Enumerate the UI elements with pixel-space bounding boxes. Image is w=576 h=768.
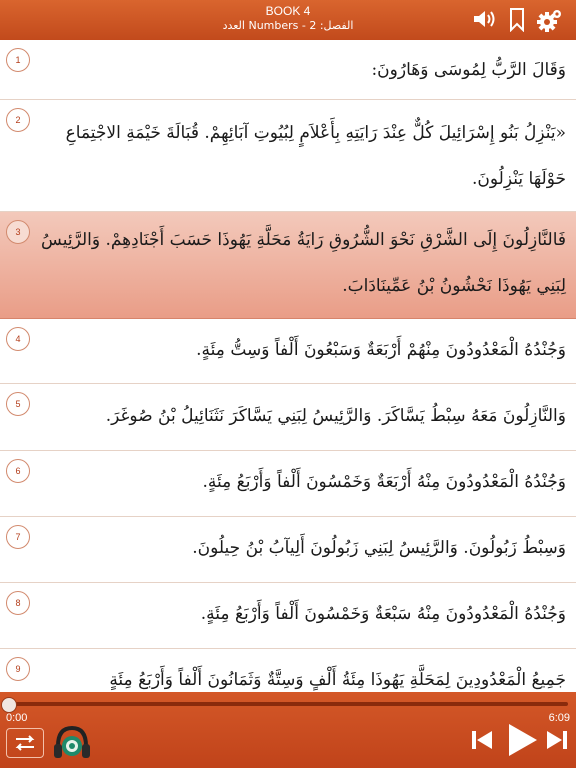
next-icon[interactable] — [545, 728, 569, 756]
progress-track[interactable] — [8, 702, 568, 706]
verse-row[interactable] — [0, 384, 576, 451]
verse-number: 6 — [6, 459, 30, 483]
verse-text: وَجُنْدُهُ الْمَعْدُودُونَ مِنْهُ سَبْعَةٌ وَخَمْسُونَ أَلْفاً وَأَرْبَعُ مِئَةٍ. — [200, 604, 566, 624]
verse-row[interactable] — [0, 319, 576, 384]
verse-row[interactable] — [0, 649, 576, 692]
verse-text: وَجُنْدُهُ الْمَعْدُودُونَ مِنْهُ أَرْبَعَةٌ وَخَمْسُونَ أَلْفاً وَأَرْبَعُ مِئَةٍ. — [202, 472, 566, 492]
verse-number: 2 — [6, 108, 30, 132]
verse-row[interactable] — [0, 451, 576, 517]
verse-row[interactable] — [0, 100, 576, 212]
verse-text: وَسِبْطُ زَبُولُونَ. وَالرَّئِيسُ لِبَنِي زَبُولُونَ أَلِيآبُ بْنُ حِيلُونَ. — [192, 538, 566, 558]
chapter-subtitle: العدد Numbers - الفصل: 2 — [222, 19, 354, 32]
previous-icon[interactable] — [470, 728, 494, 756]
verse-number: 7 — [6, 525, 30, 549]
verse-number: 8 — [6, 591, 30, 615]
verse-row[interactable] — [0, 517, 576, 583]
progress-thumb[interactable] — [1, 697, 17, 713]
verse-row-highlighted[interactable] — [0, 212, 576, 319]
verse-number: 4 — [6, 327, 30, 351]
elapsed-time: 0:00 — [6, 712, 28, 724]
headphones-quran-icon[interactable] — [50, 722, 94, 764]
play-icon[interactable] — [505, 722, 539, 762]
verse-number: 9 — [6, 657, 30, 681]
verse-text: وَجُنْدُهُ الْمَعْدُودُونَ مِنْهُمْ أَرْبَعَةٌ وَسَبْعُونَ أَلْفاً وَسِتُّ مِئَةٍ. — [196, 340, 566, 360]
audio-player — [0, 692, 576, 768]
verse-text: فَالنَّازِلُونَ إِلَى الشَّرْقِ نَحْوَ الشُّرُوقِ رَايَةُ مَحَلَّةِ يَهُوذَا حَسَبَ أَجْنَادِهِمْ. وَالرَّئِيسُ لِبَنِي يَهُوذَا نَحْشُونُ بْنُ عَمِّينَادَابَ. — [41, 230, 566, 296]
verse-row[interactable] — [0, 583, 576, 649]
verse-number: 5 — [6, 392, 30, 416]
repeat-icon[interactable] — [6, 728, 44, 758]
book-title: BOOK 4 — [265, 4, 311, 18]
verse-list[interactable] — [0, 40, 576, 692]
verse-text: وَالنَّازِلُونَ مَعَهُ سِبْطُ يَسَّاكَرَ. وَالرَّئِيسُ لِبَنِي يَسَّاكَرَ نَثَنَائِيلُ بْنُ صُوغَرَ. — [105, 406, 566, 426]
verse-text: «يَنْزِلُ بَنُو إِسْرَائِيلَ كُلٌّ عِنْدَ رَايَتِهِ بِأَعْلاَمٍ لِبُيُوتِ آبَائِهِمْ. قُبَالَةَ خَيْمَةِ الاجْتِمَاعِ حَوْلَهَا يَنْزِلُونَ. — [65, 123, 566, 189]
verse-number: 3 — [6, 220, 30, 244]
volume-icon[interactable] — [472, 8, 498, 34]
bookmark-icon[interactable] — [509, 8, 525, 36]
top-bar — [0, 0, 576, 40]
verse-row[interactable] — [0, 40, 576, 100]
verse-text: وَقَالَ الرَّبُّ لِمُوسَى وَهَارُونَ: — [371, 60, 566, 80]
gear-icon[interactable] — [536, 8, 562, 38]
total-time: 6:09 — [548, 712, 570, 724]
verse-text: جَمِيعُ الْمَعْدُودِينَ لِمَحَلَّةِ يَهُوذَا مِئَةُ أَلْفٍ وَسِتَّةٌ وَثَمَانُونَ أَلْفاً وَأَرْبَعُ مِئَةٍ — [109, 670, 566, 690]
verse-number: 1 — [6, 48, 30, 72]
